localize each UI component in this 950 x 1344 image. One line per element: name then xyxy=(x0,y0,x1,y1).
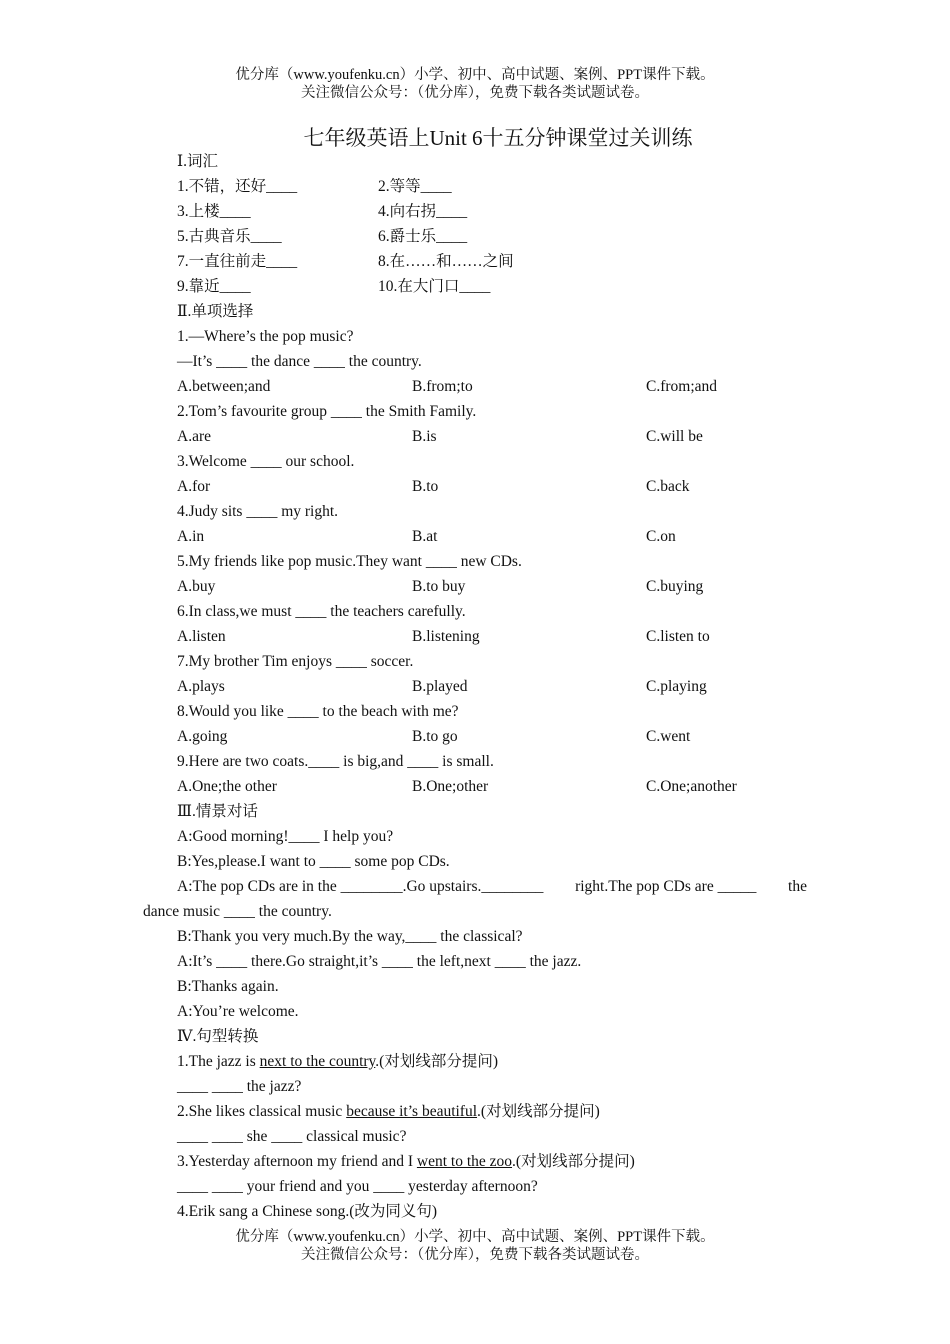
options-row xyxy=(177,524,807,549)
page-footer xyxy=(0,1228,950,1264)
option-a: A.going xyxy=(177,728,228,745)
vocab-item: 2.等等____ xyxy=(378,178,452,195)
option-c: C.will be xyxy=(646,428,703,445)
question-text xyxy=(177,1149,807,1174)
question-instruction: .(对划线部分提问) xyxy=(512,1153,635,1170)
answer-line: ____ ____ the jazz? xyxy=(177,1078,302,1095)
dialogue-part: the xyxy=(788,878,807,895)
option-c: C.listen to xyxy=(646,628,710,645)
header-line-2: 关注微信公众号：（优分库），免费下载各类试题试卷。 xyxy=(301,85,649,101)
question-instruction: .(对划线部分提问) xyxy=(375,1053,498,1070)
vocab-row xyxy=(177,274,807,299)
question-text xyxy=(177,1049,807,1074)
vocab-item: 10.在大门口____ xyxy=(378,278,491,295)
dialogue-line: B:Thanks again. xyxy=(177,978,279,995)
vocab-item: 9.靠近____ xyxy=(177,278,251,295)
option-a: A.One;the other xyxy=(177,778,277,795)
vocab-item: 4.向右拐____ xyxy=(378,203,468,220)
option-c: C.went xyxy=(646,728,691,745)
dialogue-line-continued: dance music ____ the country. xyxy=(143,903,332,920)
option-b: B.from;to xyxy=(412,378,473,395)
option-b: B.One;other xyxy=(412,778,489,795)
answer-line: ____ ____ she ____ classical music? xyxy=(177,1128,407,1145)
option-a: A.for xyxy=(177,478,211,495)
vocab-row xyxy=(177,174,807,199)
vocab-item: 5.古典音乐____ xyxy=(177,228,282,245)
vocab-row xyxy=(177,249,807,274)
options-row xyxy=(177,724,807,749)
question-text: 4.Erik sang a Chinese song.(改为同义句) xyxy=(177,1203,438,1220)
question-text: —It’s ____ the dance ____ the country. xyxy=(177,353,422,370)
vocab-row xyxy=(177,199,807,224)
option-a: A.between;and xyxy=(177,378,271,395)
option-b: B.to buy xyxy=(412,578,466,595)
option-b: B.at xyxy=(412,528,438,545)
vocab-item: 6.爵士乐____ xyxy=(378,228,468,245)
header-line-1: 优分库（www.youfenku.cn）小学、初中、高中试题、案例、PPT课件下载。 xyxy=(235,67,715,83)
options-row xyxy=(177,674,807,699)
options-row xyxy=(177,474,807,499)
dialogue-line: A:It’s ____ there.Go straight,it’s ____ the left,next ____ the jazz. xyxy=(177,953,582,970)
worksheet-body xyxy=(143,149,807,1224)
vocab-item: 1.不错，还好____ xyxy=(177,178,298,195)
options-row xyxy=(177,774,807,799)
section-2-heading: Ⅱ.单项选择 xyxy=(177,303,254,320)
page-title: 七年级英语上Unit 6十五分钟课堂过关训练 xyxy=(303,126,693,150)
option-a: A.plays xyxy=(177,678,225,695)
section-3-heading: Ⅲ.情景对话 xyxy=(177,803,258,820)
question-text: 3.Welcome ____ our school. xyxy=(177,453,355,470)
dialogue-part: A:The pop CDs are in the ________.Go upstairs.________ xyxy=(177,878,544,895)
option-c: C.buying xyxy=(646,578,704,595)
question-text: 6.In class,we must ____ the teachers carefully. xyxy=(177,603,466,620)
question-prefix: 1.The jazz is xyxy=(177,1053,260,1070)
option-c: C.One;another xyxy=(646,778,737,795)
dialogue-line: B:Thank you very much.By the way,____ the classical? xyxy=(177,928,523,945)
footer-line-1: 优分库（www.youfenku.cn）小学、初中、高中试题、案例、PPT课件下载。 xyxy=(235,1229,715,1245)
option-a: A.listen xyxy=(177,628,226,645)
question-text xyxy=(177,1099,807,1124)
dialogue-line: B:Yes,please.I want to ____ some pop CDs. xyxy=(177,853,450,870)
option-c: C.playing xyxy=(646,678,707,695)
vocab-item: 8.在……和……之间 xyxy=(378,253,514,270)
question-text: 2.Tom’s favourite group ____ the Smith Family. xyxy=(177,403,477,420)
underlined-phrase: went to the zoo xyxy=(416,1153,513,1170)
footer-line-2: 关注微信公众号：（优分库），免费下载各类试题试卷。 xyxy=(301,1247,649,1263)
page-header xyxy=(0,66,950,102)
options-row xyxy=(177,624,807,649)
dialogue-part: right.The pop CDs are _____ xyxy=(575,878,757,895)
question-text: 7.My brother Tim enjoys ____ soccer. xyxy=(177,653,414,670)
section-4-heading: Ⅳ.句型转换 xyxy=(177,1028,259,1045)
section-1-heading: Ⅰ.词汇 xyxy=(177,153,218,170)
option-b: B.played xyxy=(412,678,468,695)
dialogue-line: A:You’re welcome. xyxy=(177,1003,299,1020)
option-b: B.to go xyxy=(412,728,458,745)
vocab-item: 3.上楼____ xyxy=(177,203,251,220)
options-row xyxy=(177,424,807,449)
option-a: A.in xyxy=(177,528,205,545)
question-text: 1.—Where’s the pop music? xyxy=(177,328,354,345)
option-c: C.from;and xyxy=(646,378,718,395)
answer-line: ____ ____ your friend and you ____ yesterday afternoon? xyxy=(177,1178,538,1195)
question-text: 4.Judy sits ____ my right. xyxy=(177,503,339,520)
question-text: 8.Would you like ____ to the beach with me? xyxy=(177,703,459,720)
options-row xyxy=(177,374,807,399)
question-prefix: 3.Yesterday afternoon my friend and I xyxy=(177,1153,417,1170)
question-text: 5.My friends like pop music.They want ____ new CDs. xyxy=(177,553,522,570)
vocab-item: 7.一直往前走____ xyxy=(177,253,298,270)
option-a: A.buy xyxy=(177,578,216,595)
option-a: A.are xyxy=(177,428,211,445)
underlined-phrase: because it’s beautiful xyxy=(346,1103,478,1120)
option-b: B.is xyxy=(412,428,437,445)
option-c: C.on xyxy=(646,528,676,545)
question-text: 9.Here are two coats.____ is big,and ____ is small. xyxy=(177,753,494,770)
dialogue-line: A:Good morning!____ I help you? xyxy=(177,828,394,845)
option-c: C.back xyxy=(646,478,690,495)
underlined-phrase: next to the country xyxy=(259,1053,376,1070)
options-row xyxy=(177,574,807,599)
option-b: B.to xyxy=(412,478,439,495)
question-prefix: 2.She likes classical music xyxy=(177,1103,347,1120)
vocab-row xyxy=(177,224,807,249)
dialogue-line xyxy=(177,874,807,899)
option-b: B.listening xyxy=(412,628,480,645)
question-instruction: .(对划线部分提问) xyxy=(477,1103,600,1120)
